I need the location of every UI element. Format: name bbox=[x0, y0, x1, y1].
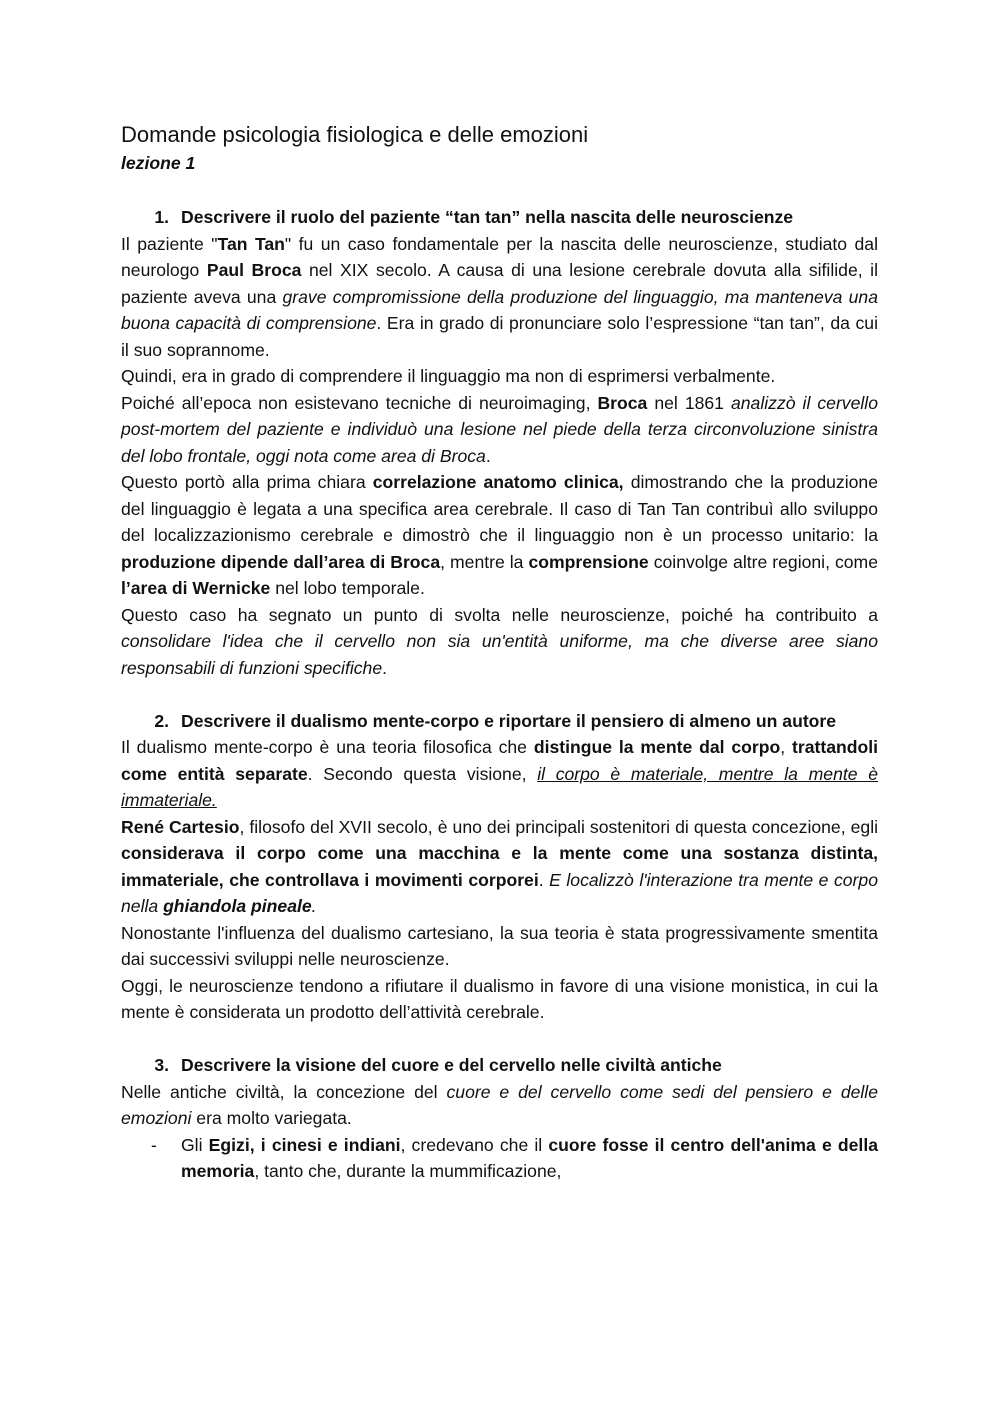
q1-paragraph-3: Poiché all’epoca non esistevano tecniche di neuroimaging, Broca nel 1861 analizzò il cervello post-mortem del paziente e individuò una lesione nel piede della terza circonvoluzione sinistra del lobo frontale, oggi nota come area di Broca. bbox=[121, 392, 878, 466]
q1-paragraph-1: Il paziente "Tan Tan" fu un caso fondamentale per la nascita delle neuroscienze, studiato dal neurologo Paul Broca nel XIX secolo. A causa di una lesione cerebrale dovuta alla sifilide, il paziente aveva una grave compromissione della produzione del linguaggio, ma manteneva una buona capacità di comprensione. Era in grado di pronunciare solo l’espressione “tan tan”, da cui il suo soprannome. bbox=[121, 233, 878, 360]
q1-paragraph-2: Quindi, era in grado di comprendere il linguaggio ma non di esprimersi verbalmente. bbox=[121, 366, 776, 386]
q3-paragraph-1: Nelle antiche civiltà, la concezione del cuore e del cervello come sedi del pensiero e delle emozioni era molto variegata. bbox=[121, 1081, 878, 1128]
question-2-heading bbox=[121, 708, 878, 735]
question-number: 3. bbox=[154, 1055, 169, 1075]
q2-paragraph-1: Il dualismo mente-corpo è una teoria filosofica che distingue la mente dal corpo, trattandoli come entità separate. Secondo questa visione, il corpo è materiale, mentre la mente è immateriale. bbox=[121, 737, 879, 810]
bullet-dash: - bbox=[151, 1134, 157, 1155]
question-title: Descrivere il ruolo del paziente “tan tan” nella nascita delle neuroscienze bbox=[181, 207, 794, 227]
document-title: Domande psicologia fisiologica e delle emozioni bbox=[121, 122, 589, 147]
bullet-text: Gli Egizi, i cinesi e indiani, credevano che il cuore fosse il centro dell'anima e della memoria, tanto che, durante la mummificazione, bbox=[181, 1134, 878, 1181]
q1-paragraph-4: Questo portò alla prima chiara correlazione anatomo clinica, dimostrando che la produzione del linguaggio è legata a una specifica area cerebrale. Il caso di Tan Tan contribuì allo sviluppo del localizzazionismo cerebrale e dimostrò che il linguaggio non è un processo unitario: la produzione dipende dall’area di Broca, mentre la comprensione coinvolge altre regioni, come l’area di Wernicke nel lobo temporale. bbox=[121, 472, 878, 598]
question-3-heading bbox=[121, 1052, 878, 1079]
q2-paragraph-2: René Cartesio, filosofo del XVII secolo, è uno dei principali sostenitori di questa concezione, egli considerava il corpo come una macchina e la mente come una sostanza distinta, immateriale, che controllava i movimenti corporei. E localizzò l'interazione tra mente e corpo nella ghiandola pineale. bbox=[121, 816, 879, 916]
q2-paragraph-4: Oggi, le neuroscienze tendono a rifiutare il dualismo in favore di una visione monistica, in cui la mente è considerata un prodotto dell’attività cerebrale. bbox=[121, 975, 878, 1022]
q1-paragraph-5: Questo caso ha segnato un punto di svolta nelle neuroscienze, poiché ha contribuito a consolidare l'idea che il cervello non sia un'entità uniforme, ma che diverse aree siano responsabili di funzioni specifiche. bbox=[121, 604, 878, 678]
question-title: Descrivere il dualismo mente-corpo e riportare il pensiero di almeno un autore bbox=[181, 710, 837, 731]
lesson-subtitle: lezione 1 bbox=[121, 153, 196, 173]
question-number: 2. bbox=[154, 710, 169, 731]
question-1-heading bbox=[121, 204, 878, 231]
question-title: Descrivere la visione del cuore e del cervello nelle civiltà antiche bbox=[181, 1055, 722, 1075]
document-page bbox=[121, 120, 878, 1185]
q2-paragraph-3: Nonostante l'influenza del dualismo cartesiano, la sua teoria è stata progressivamente smentita dai successivi sviluppi nelle neuroscienze. bbox=[121, 922, 878, 969]
q3-bullet-1 bbox=[121, 1132, 878, 1185]
question-number: 1. bbox=[154, 207, 169, 227]
